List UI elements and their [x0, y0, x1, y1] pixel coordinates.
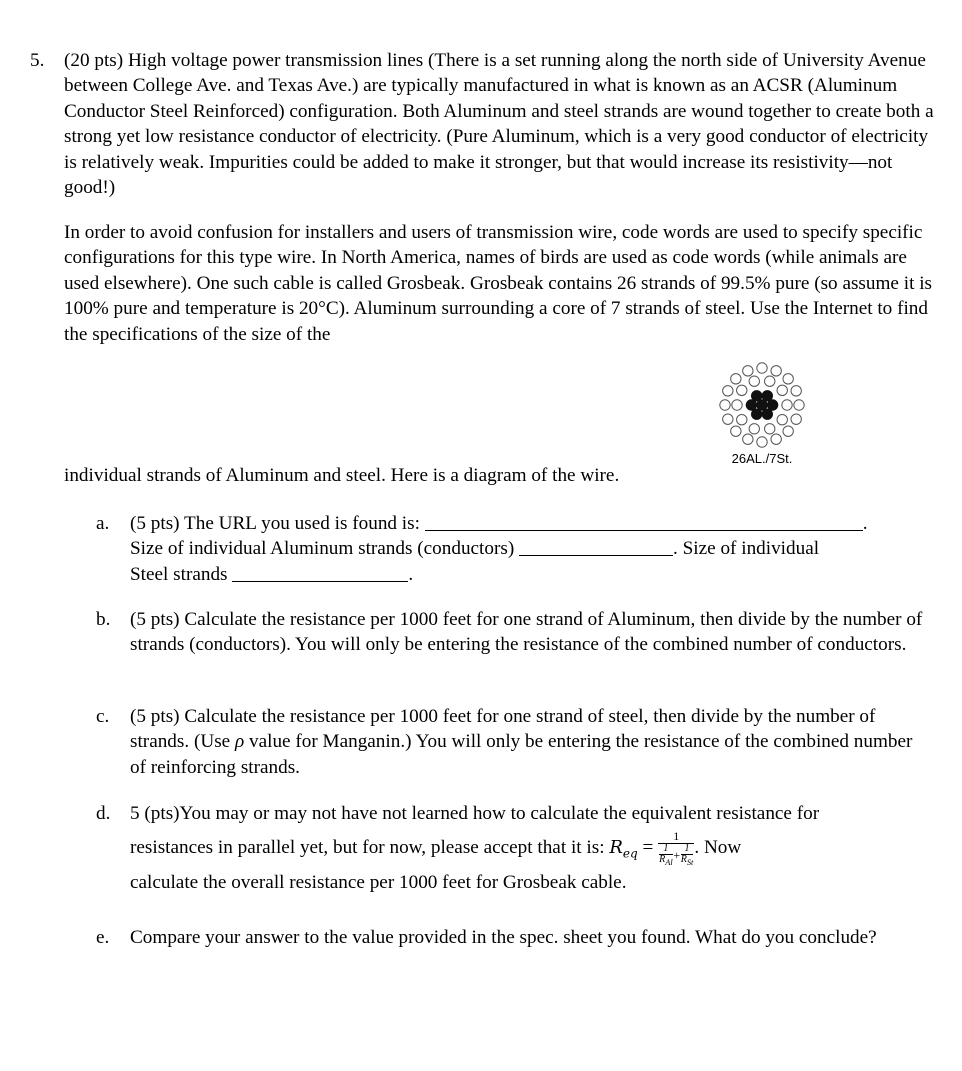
aluminum-strand [794, 400, 804, 410]
aluminum-strand [732, 400, 742, 410]
part-d-line3: calculate the overall resistance per 1000 feet for Grosbeak cable. [130, 872, 627, 894]
aluminum-strand [731, 374, 741, 384]
fraction-numerator: 1 [658, 830, 694, 844]
aluminum-strand [737, 414, 747, 424]
steel-strand [752, 409, 762, 419]
now-text: . Now [694, 837, 742, 859]
steel-strand [757, 400, 767, 410]
acsr-cable-diagram [712, 361, 812, 471]
part-b-text: (5 pts) Calculate the resistance per 1000 feet for one strand of Aluminum, then divide by the number of strands (conductors). You will only be entering the resistance of the combined number of conductors. [130, 609, 923, 656]
parallel-resistance-fraction [658, 830, 694, 868]
aluminum-strand [743, 366, 753, 376]
question-number: 5. [30, 50, 45, 71]
plus-sign: + [672, 847, 681, 862]
fraction-denominator [658, 844, 694, 868]
question-paragraph-2: In order to avoid confusion for installers and users of transmission wire, code words are used to specify specific configurations for this type wire. In North America, names of birds are used as code words (while animals are used elsewhere). One such cable is called Grosbeak. Grosbeak contains 26 strands of 99.5% pure (so assume it is 100% pure and temperature is 20°C). Aluminum surrounding a core of 7 strands of steel. Use the Internet to find the specifications of the size of the [64, 222, 932, 345]
part-d-label: d. [96, 803, 111, 824]
question-intro: (20 pts) High voltage power transmission lines (There is a set running along the north side of University Avenue between College Ave. and Texas Ave.) are typically manufactured in what is known as an ACSR (Aluminum Conductor Steel Reinforced) configuration. Both Aluminum and steel strands are wound together to create both a strong yet low resistance conductor of electricity. (Pure Aluminum, which is a very good conductor of electricity is relatively weak. Impurities could be added to make it stronger, but that would increase its resistivity—not good!) [64, 50, 934, 199]
diagram-caption: 26AL./7St. [731, 451, 793, 466]
steel-size-prompt-start: . Size of individual [673, 538, 820, 560]
r-al-numerator: 1 [659, 844, 673, 855]
part-d-line2: resistances in parallel yet, but for now, please accept that it is: [130, 837, 605, 859]
steel-strand [752, 391, 762, 401]
part-a-url-prompt: (5 pts) The URL you used is found is: [130, 513, 420, 534]
r-st-numerator: 1 [681, 844, 694, 855]
aluminum-strand [723, 414, 733, 424]
req-subscript: eq [622, 847, 638, 861]
period: . [862, 513, 868, 534]
url-answer-blank[interactable] [425, 511, 863, 531]
inverse-r-al [659, 844, 673, 868]
period: . [408, 563, 414, 585]
part-c-text [130, 704, 930, 780]
r-st-symbol: R [680, 854, 687, 865]
steel-strand [762, 409, 772, 419]
part-e-label: e. [96, 927, 110, 948]
r-al-symbol: R [659, 854, 666, 865]
inverse-r-st [681, 844, 694, 868]
aluminum-strand [783, 374, 793, 384]
aluminum-strand [777, 414, 787, 424]
aluminum-strand [749, 376, 759, 386]
cable-cross-section-icon [712, 361, 812, 451]
part-a-label: a. [96, 513, 110, 534]
r-st-subscript: St [686, 858, 694, 867]
aluminum-size-blank[interactable] [519, 536, 673, 556]
rho-symbol: ρ [234, 731, 245, 753]
aluminum-strand [771, 434, 781, 444]
equals-sign: = [642, 837, 654, 859]
part-b-label: b. [96, 609, 111, 630]
aluminum-strand [757, 363, 767, 373]
part-c-text-start: (5 pts) Calculate the resistance per 1000 feet for one strand of steel, then divide by the number of strands. (Use [130, 706, 876, 753]
aluminum-strand [743, 434, 753, 444]
part-e-text: Compare your answer to the value provided in the spec. sheet you found. What do you conclude? [130, 927, 877, 948]
steel-size-blank[interactable] [232, 562, 408, 582]
aluminum-strand [777, 385, 787, 395]
question-paragraph-3: individual strands of Aluminum and steel. Here is a diagram of the wire. [64, 465, 620, 486]
aluminum-strand [771, 366, 781, 376]
part-c-text-end: value for Manganin.) You will only be entering the resistance of the combined number of reinforcing strands. [130, 731, 913, 778]
req-symbol: R [609, 837, 623, 859]
req-formula [609, 837, 638, 861]
steel-strand [746, 400, 756, 410]
aluminum-strand [720, 400, 730, 410]
steel-size-prompt: Steel strands [130, 563, 228, 585]
r-al-subscript: Al [665, 858, 673, 867]
aluminum-strand [723, 386, 733, 396]
aluminum-strand [782, 400, 792, 410]
aluminum-size-prompt: Size of individual Aluminum strands (conductors) [130, 538, 515, 560]
aluminum-strand [765, 424, 775, 434]
aluminum-strand [783, 426, 793, 436]
aluminum-strand [749, 424, 759, 434]
aluminum-strand [737, 385, 747, 395]
aluminum-strand [731, 426, 741, 436]
aluminum-strand [791, 386, 801, 396]
steel-strand [762, 391, 772, 401]
aluminum-strand [757, 437, 767, 447]
steel-strand [767, 400, 777, 410]
r-st-denominator [681, 854, 694, 865]
aluminum-strand [765, 376, 775, 386]
part-c-label: c. [96, 706, 110, 727]
part-d-line1: 5 (pts)You may or may not have not learned how to calculate the equivalent resistance for [130, 803, 820, 824]
aluminum-strand [791, 414, 801, 424]
r-al-denominator [659, 854, 673, 865]
